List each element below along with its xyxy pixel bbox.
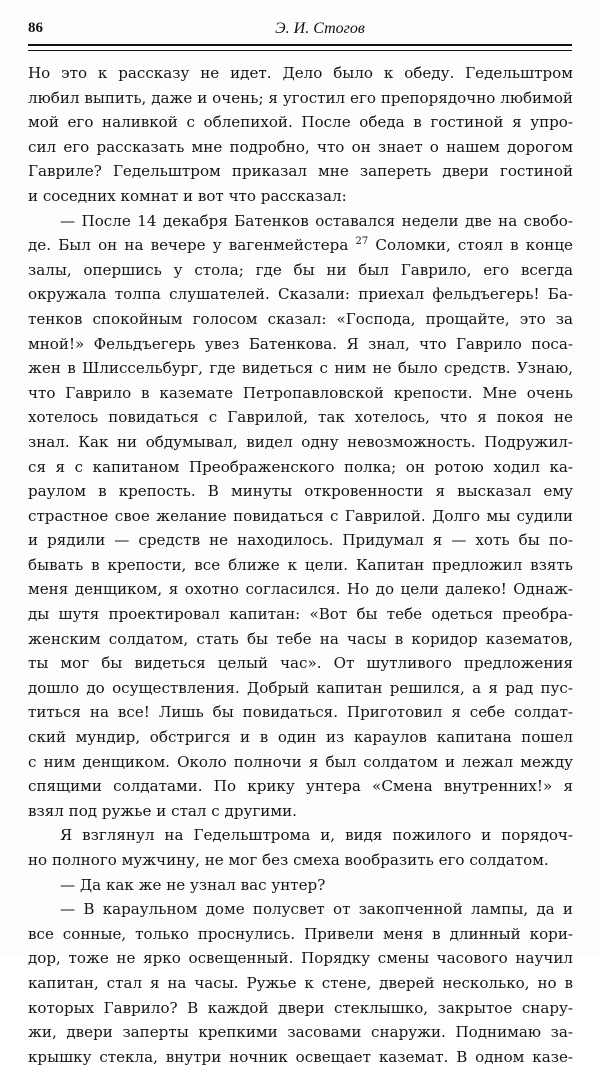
text-line-with-footnote	[28, 233, 573, 258]
text-line: но полного мужчину, не мог без смеха вообразить его солдатом.	[28, 851, 549, 869]
text-line: окружала толпа слушателей. Сказали: приехал фельдъегерь! Ба-	[28, 285, 573, 304]
text-line: раулом в крепость. В минуты откровенности я высказал ему	[28, 482, 573, 501]
text-segment: Соломки, стоял в конце	[368, 236, 573, 255]
text-line: сил его рассказать мне подробно, что он знает о нашем дорогом	[28, 137, 573, 156]
text-line: капитан, стал я на часы. Ружье к стене, дверей несколько, но в	[28, 973, 573, 992]
running-title: Э. И. Стогов	[275, 20, 365, 37]
text-line: Но это к рассказу не идет. Дело было к обеду. Гедельштром	[28, 64, 573, 82]
text-line: — В караульном доме полусвет от закопченной лампы, да и	[60, 900, 573, 919]
text-line: мной!» Фельдъегерь увез Батенкова. Я знал, что Гаврило поса-	[28, 334, 573, 353]
text-line: спящими солдатами. По крику унтера «Смена внутренних!» я	[28, 777, 573, 796]
page-header	[28, 14, 572, 48]
text-line: жи, двери заперты крепкими засовами снаружи. Поднимаю за-	[28, 1023, 573, 1042]
text-line: женским солдатом, стать бы тебе на часы в коридор казематов,	[28, 629, 573, 648]
text-line: ский мундир, обстригся и в один из караулов капитана пошел	[28, 728, 573, 747]
text-line: залы, опершись у стола; где бы ни был Гаврило, его всегда	[28, 260, 573, 279]
text-line: Я взглянул на Гедельштрома и, видя пожилого и порядоч-	[60, 826, 573, 845]
text-line: любил выпить, даже и очень; я угостил его препорядочно любимой	[28, 88, 573, 107]
text-line: знал. Как ни обдумывал, видел одну невозможность. Подружил-	[28, 432, 573, 451]
page-number: 86	[28, 20, 43, 36]
text-segment: де. Был он на вечере у вагенмейстера	[28, 236, 356, 255]
header-rule-thin	[28, 50, 572, 51]
text-line: Гавриле? Гедельштром приказал мне запереть двери гостиной	[28, 162, 573, 181]
text-line: которых Гаврило? В каждой двери стеклышко, закрытое снару-	[28, 998, 573, 1017]
text-line: мой его наливкой с облепихой. После обеда в гостиной я упро-	[28, 113, 573, 132]
text-line: хотелось повидаться с Гаврилой, так хотелось, что я покоя не	[28, 408, 573, 427]
text-line: дошло до осуществления. Добрый капитан решился, а я рад пус-	[28, 678, 573, 697]
header-rule-thick	[28, 44, 572, 46]
text-line: — После 14 декабря Батенков оставался недели две на свобо-	[60, 211, 573, 230]
text-line: и соседних комнат и вот что рассказал:	[28, 186, 347, 205]
text-line: ты мог бы видеться целый час». От шутливого предложения	[28, 654, 573, 673]
text-line: что Гаврило в каземате Петропавловской крепости. Мне очень	[28, 383, 573, 402]
text-line: все сонные, только проснулись. Привели меня в длинный кори-	[28, 924, 573, 943]
text-line: ды шутя проектировал капитан: «Вот бы тебе одеться преобра-	[28, 605, 573, 624]
text-line: с ним денщиком. Около полночи я был солдатом и лежал между	[28, 752, 573, 771]
text-line: титься на все! Лишь бы повидаться. Приготовил я себе солдат-	[28, 703, 573, 722]
text-line: дор, тоже не ярко освещенный. Порядку смены часового научил	[28, 949, 573, 968]
text-line: ся я с капитаном Преображенского полка; он ротою ходил ка-	[28, 457, 573, 476]
text-line: тенков спокойным голосом сказал: «Господа, прощайте, это за	[28, 309, 573, 328]
text-line: меня денщиком, я охотно согласился. Но до цели далеко! Однаж-	[28, 580, 573, 599]
text-line: жен в Шлиссельбург, где видеться с ним не было средств. Узнаю,	[28, 359, 573, 378]
text-line: взял под ружье и стал с другими.	[28, 801, 297, 820]
footnote-reference[interactable]: 27	[355, 236, 369, 248]
text-line: — Да как же не узнал вас унтер?	[60, 875, 326, 894]
text-line: и рядили — средств не находилось. Придумал я — хоть бы по-	[28, 531, 573, 550]
text-line: крышку стекла, внутри ночник освещает каземат. В одном казе-	[28, 1047, 573, 1066]
text-line: бывать в крепости, все ближе к цели. Капитан предложил взять	[28, 555, 573, 574]
body-text	[28, 61, 573, 1066]
text-line: страстное свое желание повидаться с Гаврилой. Долго мы судили	[28, 506, 573, 525]
